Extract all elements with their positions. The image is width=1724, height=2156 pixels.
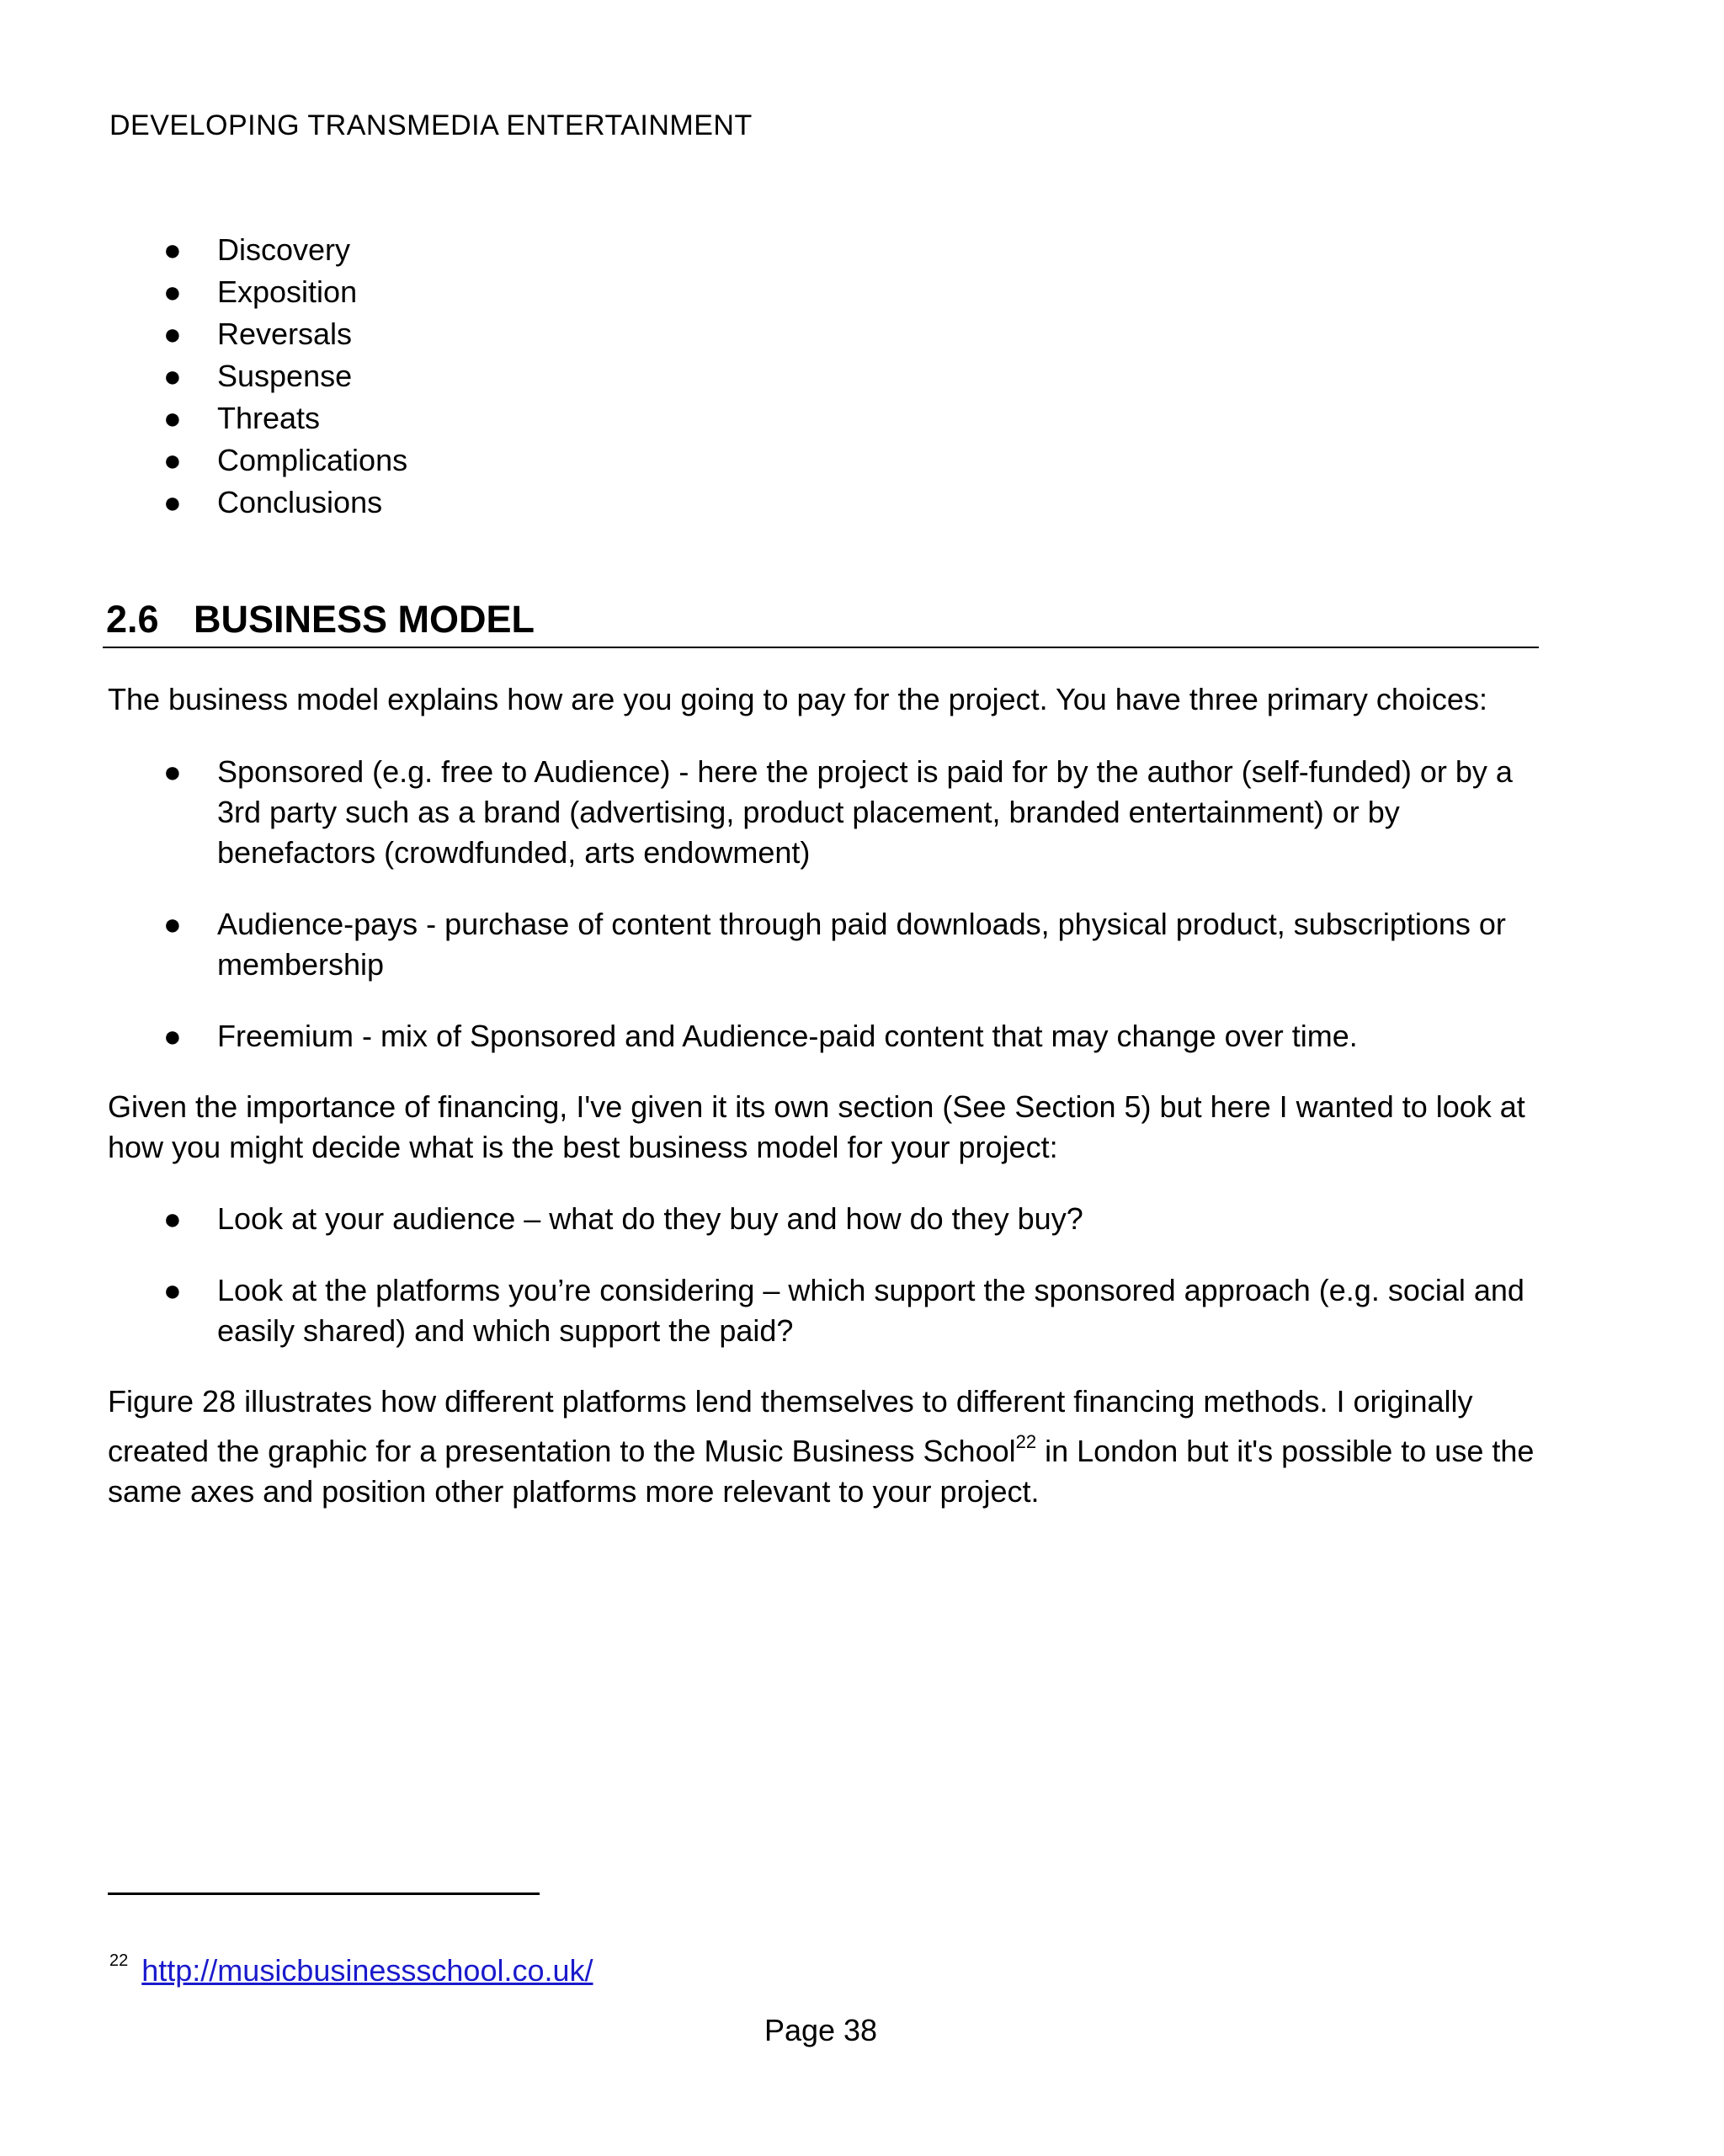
list-item: ● Reversals	[109, 313, 407, 355]
page-number: Page 38	[764, 2013, 878, 2047]
bullet-icon: ●	[163, 359, 182, 393]
intro-paragraph: The business model explains how are you going to pay for the project. You have three primary choices:	[108, 682, 1487, 716]
bullet-icon: ●	[163, 401, 182, 435]
list-item: ● Complications	[109, 439, 407, 482]
footnote-number: 22	[109, 1951, 129, 1970]
list-item: ● Conclusions	[109, 482, 407, 524]
list-item: ● Threats	[109, 397, 407, 439]
bullet-icon: ●	[163, 485, 182, 519]
footnote-reference[interactable]: 22	[1015, 1431, 1037, 1452]
list-item: ● Exposition	[109, 271, 407, 313]
bullet-icon: ●	[163, 907, 182, 941]
choices-list	[109, 752, 1540, 1057]
section-divider	[103, 647, 1539, 648]
section-number: 2.6	[106, 598, 159, 641]
section-heading	[106, 594, 1539, 645]
list-item: ● Audience-pays - purchase of content through paid downloads, physical product, subscriptions or membership	[109, 904, 1540, 985]
footnote	[109, 1940, 593, 1991]
financing-paragraph: Given the importance of financing, I've given it its own section (See Section 5) but here I wanted to look at how you might decide what is the best business model for your project:	[108, 1089, 1525, 1164]
list-item: ● Suspense	[109, 355, 407, 397]
list-item: ● Discovery	[109, 229, 407, 271]
list-item: ● Look at the platforms you’re considering – which support the sponsored approach (e.g. social and easily shared) and which support the paid?	[109, 1270, 1540, 1351]
list-item: ● Sponsored (e.g. free to Audience) - here the project is paid for by the author (self-funded) or by a 3rd party such as a brand (advertising, product placement, branded entertainment) or by benefactors (crowdfunded, arts endowment)	[109, 752, 1540, 873]
list-item: ● Look at your audience – what do they buy and how do they buy?	[109, 1199, 1540, 1239]
bullet-icon: ●	[163, 1201, 182, 1236]
figure-paragraph: Figure 28 illustrates how different platforms lend themselves to different financing methods. I originally created the graphic for a presentation to the Music Business School$^{22}$ in London but it's possible to use the same axes and position other platforms more relevant to your project.	[108, 1384, 1535, 1509]
running-header: DEVELOPING TRANSMEDIA ENTERTAINMENT	[109, 109, 753, 141]
bullet-icon: ●	[163, 232, 182, 267]
bullet-icon: ●	[163, 317, 182, 351]
considerations-list	[109, 1199, 1540, 1351]
bullet-icon: ●	[163, 754, 182, 789]
section-title: BUSINESS MODEL	[194, 598, 535, 641]
list-item: ● Freemium - mix of Sponsored and Audience-paid content that may change over time.	[109, 1016, 1540, 1057]
bullet-icon: ●	[163, 1019, 182, 1053]
bullet-icon: ●	[163, 1273, 182, 1307]
story-elements-list	[109, 229, 407, 524]
bullet-icon: ●	[163, 443, 182, 477]
footnote-link[interactable]: http://musicbusinessschool.co.uk/	[141, 1953, 593, 1988]
footnote-divider	[108, 1892, 540, 1895]
bullet-icon: ●	[163, 274, 182, 309]
